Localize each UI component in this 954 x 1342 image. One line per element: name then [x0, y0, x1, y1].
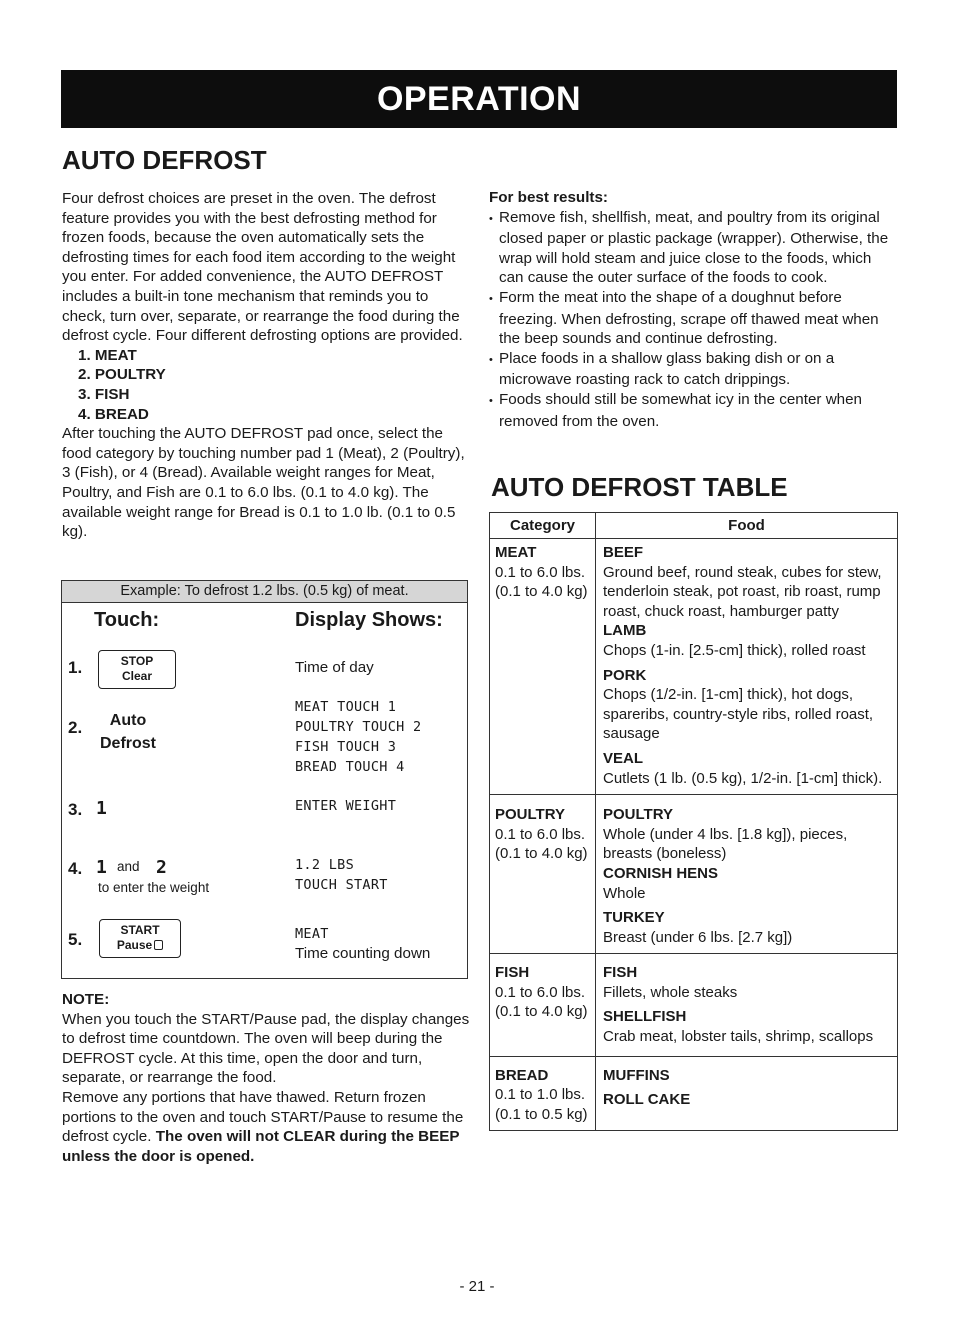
auto-defrost-pad[interactable] — [98, 709, 158, 755]
lcd-line: 1.2 LBS — [295, 857, 354, 873]
food-name: MUFFINS — [603, 1066, 670, 1084]
category-cell — [490, 795, 596, 954]
food-desc: Chops (1/2-in. [1-cm] thick), hot dogs, spareribs, country-style ribs, rolled roast, sausage — [603, 686, 874, 743]
category-cell — [490, 1056, 596, 1131]
note-text-bold: The oven will not CLEAR during the BEEP unless the door is opened. — [62, 1128, 460, 1165]
example-header: Example: To defrost 1.2 lbs. (0.5 kg) of meat. — [62, 581, 467, 603]
food-desc: Ground beef, round steak, cubes for stew, tenderloin steak, pot roast, rib roast, rump roast, chuck roast, hamburger patty — [603, 563, 882, 620]
note-text: When you touch the START/Pause pad, the display changes to defrost time countdown. The oven will beep during the DEFROST cycle. At this time, open the door and turn, separate, or rearrange the food. — [62, 1010, 470, 1087]
lcd-line: FISH TOUCH 3 — [295, 739, 397, 755]
number-pad-1[interactable]: 1 — [96, 857, 107, 878]
food-desc: Chops (1-in. [2.5-cm] thick), rolled roast — [603, 641, 866, 659]
intro-block — [62, 189, 470, 542]
start-pause-pad[interactable] — [99, 919, 181, 958]
pad-label: Defrost — [99, 735, 156, 752]
step-number: 2. — [68, 718, 83, 737]
column-header-food: Food — [596, 513, 898, 539]
pad-label-row — [100, 938, 180, 953]
best-results-label: For best results: — [489, 189, 608, 206]
table-row — [490, 954, 898, 1056]
note-text-plain: Remove any portions that have thawed. Return frozen portions to the oven and touch START/Pause to resume the defrost cycle. — [62, 1088, 464, 1146]
step-number: 3. — [68, 800, 83, 819]
page-banner: OPERATION — [61, 70, 897, 128]
category-cell — [490, 954, 596, 1056]
display-column-title: Display Shows: — [295, 609, 443, 631]
food-name: POULTRY — [603, 806, 673, 824]
column-header-category: Category — [490, 513, 596, 539]
step-number: 4. — [68, 859, 83, 878]
table-row — [490, 1056, 898, 1131]
option-item: 4. BREAD — [78, 405, 149, 423]
bullet-item: • Foods should still be somewhat icy in the center when removed from the oven. — [489, 390, 897, 431]
pad-label: STOP — [120, 654, 154, 668]
note-label: NOTE: — [62, 991, 110, 1008]
food-name: PORK — [603, 666, 647, 684]
pad-label: START — [120, 923, 160, 937]
pad-label: Clear — [121, 669, 153, 683]
lcd-display — [295, 697, 421, 777]
food-desc: Crab meat, lobster tails, shrimp, scallops — [603, 1028, 874, 1046]
section-title-auto-defrost: AUTO DEFROST — [62, 145, 267, 175]
category-range-kg: (0.1 to 4.0 kg) — [495, 845, 588, 863]
defrost-options-list — [62, 346, 470, 424]
option-item: 3. FISH — [78, 385, 130, 403]
lcd-line: BREAD TOUCH 4 — [295, 759, 405, 775]
after-paragraph: After touching the AUTO DEFROST pad once, select the food category by touching number pad 1 (Meat), 2 (Poultry), 3 (Fish), or 4 (Bread). Available weight ranges for Meat, Poultry, and Fish are 0.1 to 6.0 lbs. (0.1 to 4.0 kg). The available weight range for Bread is 0.1 to 1.0 lb. (0.1 to 0.5 kg). — [62, 425, 465, 541]
lcd-line: ENTER WEIGHT — [295, 798, 397, 814]
food-desc: Cutlets (1 lb. (0.5 kg), 1/2-in. [1-cm] thick). — [603, 769, 883, 787]
number-pad-2[interactable]: 2 — [156, 857, 167, 878]
category-name: BREAD — [495, 1066, 549, 1084]
stop-clear-pad[interactable] — [98, 650, 176, 689]
category-range-lbs: 0.1 to 6.0 lbs. — [495, 563, 586, 581]
table-title: AUTO DEFROST TABLE — [491, 472, 788, 502]
bullet-item: • Remove fish, shellfish, meat, and poultry from its original closed paper or plastic package (wrapper). Otherwise, the wrap will hold steam and juice close to the foods, which can cause the outer surface of the foods to cook. — [489, 208, 897, 288]
category-range-lbs: 0.1 to 6.0 lbs. — [495, 825, 586, 843]
page-number: - 21 - — [459, 1278, 495, 1295]
display-text: Time of day — [295, 659, 374, 676]
lcd-line: MEAT — [295, 926, 329, 942]
lcd-line: TOUCH START — [295, 877, 388, 893]
food-name: TURKEY — [603, 909, 665, 927]
food-name: ROLL CAKE — [603, 1091, 691, 1109]
option-item: 2. POULTRY — [78, 366, 166, 384]
food-name: BEEF — [603, 544, 644, 561]
step-number: 1. — [68, 658, 83, 677]
display-text: Time counting down — [295, 945, 431, 962]
food-desc: Breast (under 6 lbs. [2.7 kg]) — [603, 928, 793, 946]
food-cell — [596, 954, 898, 1056]
pad-label: Pause — [116, 938, 153, 952]
category-range-kg: (0.1 to 0.5 kg) — [495, 1105, 588, 1123]
category-cell — [490, 539, 596, 795]
bullet-item: • Form the meat into the shape of a doughnut before freezing. When defrosting, scrape off thawed meat when the beep sounds and continue defrosting. — [489, 288, 897, 349]
touch-column-title: Touch: — [94, 609, 160, 631]
lock-icon — [154, 940, 163, 950]
food-cell — [596, 1056, 898, 1131]
food-cell — [596, 795, 898, 954]
food-desc: Whole — [603, 884, 646, 902]
lcd-line: MEAT TOUCH 1 — [295, 699, 397, 715]
bullet-item: • Place foods in a shallow glass baking dish or on a microwave roasting rack to catch drippings. — [489, 349, 897, 390]
step-number: 5. — [68, 930, 83, 949]
pad-label: Auto — [109, 712, 147, 729]
lcd-display — [295, 855, 388, 895]
lcd-line: POULTRY TOUCH 2 — [295, 719, 422, 735]
auto-defrost-table — [489, 512, 898, 1131]
food-name: CORNISH HENS — [603, 864, 719, 882]
category-range-kg: (0.1 to 4.0 kg) — [495, 1003, 588, 1021]
food-desc: Fillets, whole steaks — [603, 983, 738, 1001]
category-range-lbs: 0.1 to 1.0 lbs. — [495, 1086, 586, 1104]
best-results-block — [489, 188, 897, 431]
number-pad-1[interactable]: 1 — [96, 798, 107, 819]
option-item: 1. MEAT — [78, 346, 137, 364]
category-name: FISH — [495, 964, 530, 982]
note-block — [62, 990, 470, 1166]
category-range-lbs: 0.1 to 6.0 lbs. — [495, 983, 586, 1001]
note-text-2 — [62, 1088, 470, 1166]
food-name: FISH — [603, 964, 638, 982]
category-name: MEAT — [495, 544, 537, 561]
food-name: VEAL — [603, 749, 644, 767]
weight-caption: to enter the weight — [98, 880, 210, 895]
table-header-row — [490, 513, 898, 539]
food-desc: Whole (under 4 lbs. [1.8 kg]), pieces, breasts (boneless) — [603, 825, 848, 863]
table-row — [490, 539, 898, 795]
category-name: POULTRY — [495, 806, 565, 824]
and-label: and — [117, 859, 140, 874]
table-row — [490, 795, 898, 954]
food-name: LAMB — [603, 622, 647, 640]
food-name: SHELLFISH — [603, 1008, 687, 1026]
best-results-list — [489, 208, 897, 432]
food-cell — [596, 539, 898, 795]
intro-paragraph: Four defrost choices are preset in the oven. The defrost feature provides you with the best defrosting method for frozen foods, because the oven automatically sets the defrosting times for each food item according to the weight you enter. For added convenience, the AUTO DEFROST includes a built-in tone mechanism that reminds you to check, turn over, separate, or rearrange the food during the defrost cycle. Four different defrosting options are provided. — [62, 190, 463, 345]
category-range-kg: (0.1 to 4.0 kg) — [495, 583, 588, 601]
